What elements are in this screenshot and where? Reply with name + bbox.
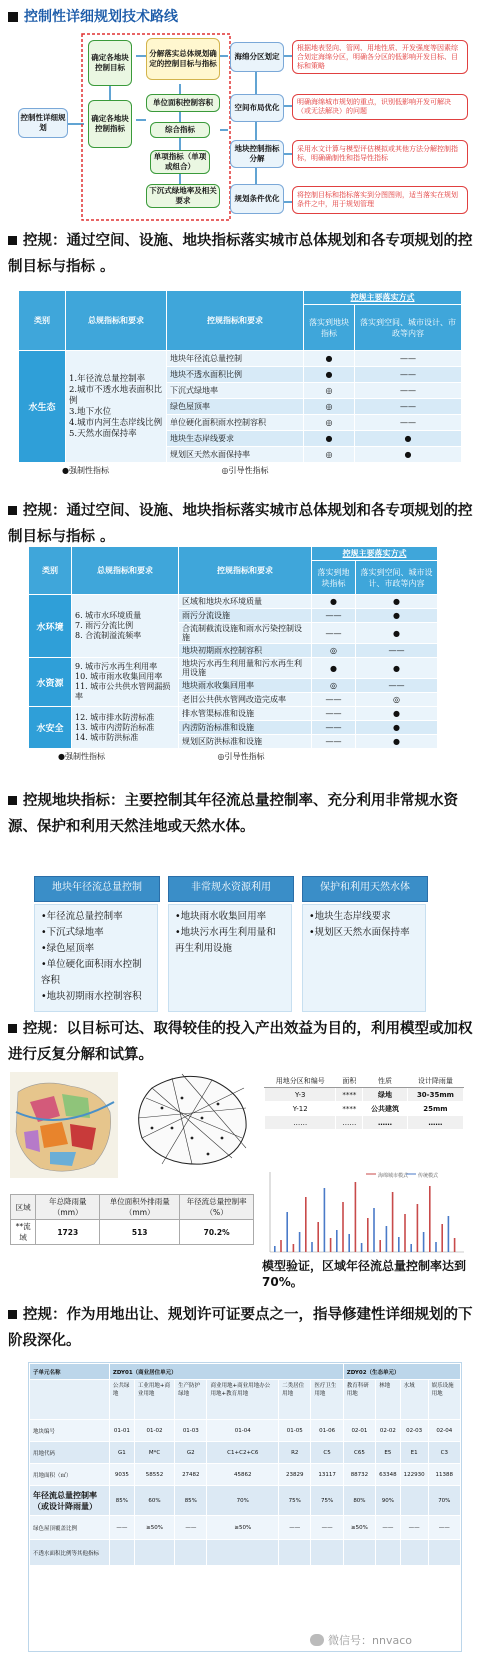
indicator-item: •规划区天然水面保持率 xyxy=(309,927,410,938)
bt-cell: 用地代码 xyxy=(30,1442,110,1464)
flow-r2-box: 空间布局优化 xyxy=(230,94,284,122)
flow-root-box: 控制性详细规划 xyxy=(18,108,68,138)
t1-cell-a: ◎ xyxy=(304,415,355,431)
bt-cell: 02-01 xyxy=(343,1420,375,1442)
bt-cell: 02-02 xyxy=(376,1420,401,1442)
indicator-item: •地块雨水收集回用率 xyxy=(175,911,267,922)
bt-cell: 地块编号 xyxy=(30,1420,110,1442)
rainfall-bar xyxy=(423,1232,425,1252)
rainfall-bar xyxy=(410,1244,412,1252)
region-table-col: 年径流总量控制率（%） xyxy=(180,1195,254,1220)
bt-sub-cell: 二类居住用地 xyxy=(279,1380,311,1420)
t2-cell-a: —— xyxy=(312,735,356,749)
t1-indicator: 地块年径流总量控制 xyxy=(167,351,304,367)
flow-r1-box: 海绵分区划定 xyxy=(230,42,284,72)
region-table-col: 区域 xyxy=(11,1195,36,1220)
bt-cell: ≥50% xyxy=(207,1516,279,1540)
t2-cell-b: ● xyxy=(356,735,438,749)
t2-cell-a: —— xyxy=(312,693,356,707)
t2-col-way: 控规主要落实方式 xyxy=(312,547,438,561)
bt-cell: —— xyxy=(175,1516,207,1540)
rainfall-bar xyxy=(280,1240,282,1252)
table-row xyxy=(30,1486,461,1516)
bt-cell: 75% xyxy=(311,1486,343,1516)
plot-table xyxy=(264,1074,464,1130)
table-row xyxy=(19,351,462,367)
bt-cell: 85% xyxy=(109,1486,134,1516)
flow-mid3-box: 综合指标 xyxy=(150,122,210,138)
region-table-cell: 70.2% xyxy=(180,1220,254,1245)
bt-cell: C5 xyxy=(311,1442,343,1464)
bt-cell: —— xyxy=(428,1516,460,1540)
t1-requirements: 1.年径流总量控制率 2.城市不透水地表面积比例 3.地下水位 4.城市内河生态岸线比例 5.天然水面保持率 xyxy=(66,351,167,463)
rainfall-bar xyxy=(454,1238,456,1252)
t2-col-cat: 类别 xyxy=(29,547,72,595)
bt-cell: 85% xyxy=(175,1486,207,1516)
bt-cell xyxy=(175,1540,207,1566)
rainfall-bar xyxy=(324,1188,326,1252)
bt-cell xyxy=(428,1540,460,1566)
bt-cell: —— xyxy=(279,1516,311,1540)
t1-col-a: 落实到地块指标 xyxy=(304,305,355,351)
flow-note1: 根据地表竖向、管网、用地性质、开发强度等因素综合划定海绵分区，明确各分区的低影响开发目标、目标和策略 xyxy=(292,40,468,74)
bt-cell: ≥50% xyxy=(134,1516,174,1540)
table-row xyxy=(29,707,438,721)
bt-cell: E1 xyxy=(400,1442,428,1464)
bt-sub-cell: 林地 xyxy=(376,1380,401,1420)
rainfall-bar xyxy=(367,1218,369,1252)
t2-cell-b: ● xyxy=(356,721,438,735)
square-bullet-icon xyxy=(8,236,17,245)
t2-cell-b: ● xyxy=(356,707,438,721)
plot-table-col: 面积 xyxy=(336,1075,363,1088)
table-row xyxy=(265,1116,464,1130)
t1-cell-b: ● xyxy=(355,431,462,447)
rainfall-bar xyxy=(286,1212,288,1252)
indicator-panel-title: 保护和利用天然水体 xyxy=(302,876,428,902)
bt-header-cell: 子单元名称 xyxy=(30,1364,110,1380)
t2-cell-b: ● xyxy=(356,609,438,623)
bt-cell: 122930 xyxy=(400,1464,428,1486)
bt-cell xyxy=(400,1540,428,1566)
t1-cell-b: —— xyxy=(355,351,462,367)
watermark-text: 微信号：nnvaco xyxy=(328,1634,412,1647)
t2-cell-b: ● xyxy=(356,595,438,609)
bt-cell: 01-05 xyxy=(279,1420,311,1442)
rainfall-bar xyxy=(299,1232,301,1252)
bt-sub-cell xyxy=(30,1380,110,1420)
rainfall-bar xyxy=(311,1242,313,1252)
t1-col-ctl: 控规指标和要求 xyxy=(167,291,304,351)
t1-col-way: 控规主要落实方式 xyxy=(304,291,462,305)
t1-indicator: 单位硬化面积雨水控制容积 xyxy=(167,415,304,431)
bt-cell: G2 xyxy=(175,1442,207,1464)
indicator-item: •地块初期雨水控制容积 xyxy=(41,991,142,1002)
catchment-network-map xyxy=(122,1068,254,1168)
plot-table-cell: 30-35mm xyxy=(407,1088,463,1102)
t2-col-b: 落实到空间、城市设计、市政等内容 xyxy=(356,561,438,595)
plot-table-cell: Y-12 xyxy=(265,1102,336,1116)
t2-col-ctl: 控规指标和要求 xyxy=(179,547,312,595)
rainfall-bar xyxy=(379,1240,381,1252)
t2-cell-a: —— xyxy=(312,623,356,644)
t2-col-a: 落实到地块指标 xyxy=(312,561,356,595)
plot-table-col: 用地分区和编号 xyxy=(265,1075,336,1088)
bt-sub-cell: 商业用地+商业用地办公用地+教育用地 xyxy=(207,1380,279,1420)
table-row xyxy=(265,1088,464,1102)
bt-cell xyxy=(207,1540,279,1566)
region-table-cell: 513 xyxy=(100,1220,180,1245)
t2-cell-a: ◎ xyxy=(312,644,356,658)
t1-legend-guide: ◎引导性指标 xyxy=(221,466,269,475)
heading-3-text: 控规：通过空间、设施、地块指标落实城市总体规划和各专项规划的控制目标与指标 。 xyxy=(8,503,473,545)
t2-cell-a: ◎ xyxy=(312,679,356,693)
t2-indicator: 地块初期雨水控制容积 xyxy=(179,644,312,658)
t2-indicator: 地块污水再生利用量和污水再生利用设施 xyxy=(179,658,312,679)
plot-table-cell: …… xyxy=(336,1116,363,1130)
bt-cell: E5 xyxy=(376,1442,401,1464)
indicator-item: •单位硬化面积雨水控制容积 xyxy=(41,959,142,986)
t2-indicator: 雨污分流设施 xyxy=(179,609,312,623)
bt-cell xyxy=(279,1540,311,1566)
table1-legend xyxy=(18,465,462,476)
bt-cell: 80% xyxy=(343,1486,375,1516)
t1-cell-b: ● xyxy=(355,447,462,463)
flow-left-top-box: 确定各地块控制目标 xyxy=(88,40,132,86)
rainfall-bar xyxy=(336,1230,338,1252)
plot-table-cell: …… xyxy=(363,1116,408,1130)
bt-cell: 88732 xyxy=(343,1464,375,1486)
region-table-col: 年总降雨量（mm） xyxy=(36,1195,100,1220)
region-table-header xyxy=(11,1195,254,1220)
bt-cell: 58552 xyxy=(134,1464,174,1486)
plot-table-cell: …… xyxy=(407,1116,463,1130)
t2-cell-b: ● xyxy=(356,658,438,679)
rainfall-bar xyxy=(441,1224,443,1252)
t1-cell-a: ● xyxy=(304,367,355,383)
t2-cell-a: ● xyxy=(312,658,356,679)
rainfall-bar xyxy=(448,1216,450,1252)
bt-sub-cell: 教育科研用地 xyxy=(343,1380,375,1420)
t1-cell-b: —— xyxy=(355,415,462,431)
flow-note2: 明确海绵城市规划的重点，识别低影响开发可解决（或无法解决）的问题 xyxy=(292,94,468,120)
bt-cell: C1+C2+C6 xyxy=(207,1442,279,1464)
flow-note3: 采用水文计算与模型评估模拟或其他方法分解控制指标，明确确制性和指导性指标 xyxy=(292,140,468,168)
t1-cell-a: ◎ xyxy=(304,447,355,463)
t2-category: 水环境 xyxy=(29,595,72,658)
bt-cell: M*C xyxy=(134,1442,174,1464)
t2-indicator: 排水管渠标准和设施 xyxy=(179,707,312,721)
chart-legend-1: 传统模式 xyxy=(418,1173,439,1179)
bottom-table-subheader xyxy=(30,1380,461,1420)
t1-indicator: 绿色屋顶率 xyxy=(167,399,304,415)
t1-col-b: 落实到空间、城市设计、市政等内容 xyxy=(355,305,462,351)
heading-6 xyxy=(8,1302,474,1354)
t2-cell-a: —— xyxy=(312,707,356,721)
bt-cell: 90% xyxy=(376,1486,401,1516)
table2 xyxy=(28,546,438,749)
rainfall-bar xyxy=(386,1226,388,1252)
rainfall-bar xyxy=(293,1244,295,1252)
bt-cell xyxy=(376,1540,401,1566)
plot-table-col: 性质 xyxy=(363,1075,408,1088)
indicator-panel xyxy=(168,904,292,1012)
indicator-panel xyxy=(34,904,158,1012)
bt-cell xyxy=(343,1540,375,1566)
bt-cell: 不透水面积比例等其他指标 xyxy=(30,1540,110,1566)
t2-col-req: 总规指标和要求 xyxy=(72,547,179,595)
table-row xyxy=(30,1442,461,1464)
bottom-table xyxy=(29,1363,461,1566)
bt-cell: C65 xyxy=(343,1442,375,1464)
region-table xyxy=(10,1194,254,1245)
bottom-table-header xyxy=(30,1364,461,1380)
bt-sub-cell: 水域 xyxy=(400,1380,428,1420)
heading-4-text: 控规地块指标：主要控制其年径流总量控制率、充分利用非常规水资源、保护和利用天然洼地或天然水体。 xyxy=(8,793,458,835)
rainfall-bar xyxy=(373,1208,375,1252)
heading-2 xyxy=(8,228,474,280)
t2-cell-b: ● xyxy=(356,623,438,644)
flow-note4: 将控制目标和指标落实到分图图则，适当落实在规划条件之中，用于规划管理 xyxy=(292,186,468,214)
t2-requirements: 12. 城市排水防涝标准 13. 城市内涝防治标准 14. 城市防洪标准 xyxy=(72,707,179,749)
t2-cell-a: ● xyxy=(312,595,356,609)
bt-cell: 11388 xyxy=(428,1464,460,1486)
heading-5-text: 控规：以目标可达、取得较佳的投入产出效益为目的，利用模型或加权进行反复分解和试算。 xyxy=(8,1021,473,1063)
heading-5 xyxy=(8,1016,474,1068)
chart-legend-2: 海绵城市模式 xyxy=(378,1173,409,1179)
bt-cell: 01-06 xyxy=(311,1420,343,1442)
plot-table-cell: **** xyxy=(336,1102,363,1116)
rainfall-bar xyxy=(417,1204,419,1252)
t2-cell-b: —— xyxy=(356,644,438,658)
square-bullet-icon xyxy=(8,1310,17,1319)
watermark xyxy=(310,1632,412,1648)
rainfall-bar xyxy=(305,1197,307,1252)
bt-cell: 01-04 xyxy=(207,1420,279,1442)
flow-mid1-box: 分解落实总体规划确定的控制目标与指标 xyxy=(146,38,220,80)
t2-cell-b: —— xyxy=(356,679,438,693)
t2-requirements: 9. 城市污水再生利用率 10. 城市雨水收集回用率 11. 城市公共供水管网漏损率 xyxy=(72,658,179,707)
table-row xyxy=(30,1420,461,1442)
bt-cell: 23829 xyxy=(279,1464,311,1486)
t2-cell-b: ◎ xyxy=(356,693,438,707)
t2-cell-a: —— xyxy=(312,721,356,735)
heading-3 xyxy=(8,498,474,550)
bt-cell: 01-01 xyxy=(109,1420,134,1442)
t1-cell-b: —— xyxy=(355,383,462,399)
bt-cell: —— xyxy=(109,1516,134,1540)
t2-requirements: 6. 城市水环境质量 7. 雨污分流比例 8. 合流制溢流频率 xyxy=(72,595,179,658)
t2-indicator: 地块雨水收集回用率 xyxy=(179,679,312,693)
indicator-panel xyxy=(302,904,426,1012)
page-title: 控制性详细规划技术路线 xyxy=(24,9,178,25)
indicator-item: •地块生态岸线要求 xyxy=(309,911,391,922)
t2-legend-guide: ◎引导性指标 xyxy=(217,752,265,761)
bt-cell: ≥50% xyxy=(343,1516,375,1540)
flow-left-mid-box: 确定各地块控制指标 xyxy=(88,100,132,148)
square-bullet-icon xyxy=(8,796,17,805)
region-table-cell: **流域 xyxy=(11,1220,36,1245)
section1-heading xyxy=(8,4,178,30)
t1-cell-a: ● xyxy=(304,351,355,367)
plot-table-cell: 绿地 xyxy=(363,1088,408,1102)
t1-indicator: 地块生态岸线要求 xyxy=(167,431,304,447)
plot-table-cell: …… xyxy=(265,1116,336,1130)
square-bullet-icon xyxy=(8,12,18,22)
bt-cell: 9035 xyxy=(109,1464,134,1486)
heading-4 xyxy=(8,788,474,840)
bt-cell: 45862 xyxy=(207,1464,279,1486)
bt-cell: R2 xyxy=(279,1442,311,1464)
table-row xyxy=(265,1102,464,1116)
bt-cell: 绿色屋顶覆盖比例 xyxy=(30,1516,110,1540)
rainfall-bar xyxy=(330,1238,332,1252)
t2-legend-strong: ●强制性指标 xyxy=(58,752,105,761)
t1-indicator: 下沉式绿地率 xyxy=(167,383,304,399)
region-table-col: 单位面积外排雨量（mm） xyxy=(100,1195,180,1220)
bt-cell: C3 xyxy=(428,1442,460,1464)
t2-indicator: 老旧公共供水管网改造完成率 xyxy=(179,693,312,707)
t2-category: 水资源 xyxy=(29,658,72,707)
rainfall-bar xyxy=(274,1246,276,1252)
flow-mid2-box: 单位面积控制容积 xyxy=(146,94,220,112)
rainfall-bar xyxy=(361,1243,363,1252)
table-row xyxy=(30,1516,461,1540)
flow-r4-box: 规划条件优化 xyxy=(230,184,284,214)
indicator-item: •绿色屋顶率 xyxy=(41,943,95,954)
plot-table-cell: 25mm xyxy=(407,1102,463,1116)
t1-cell-a: ● xyxy=(304,431,355,447)
t2-indicator: 规划区防洪标准和设施 xyxy=(179,735,312,749)
flowchart xyxy=(0,28,480,224)
rainfall-bar xyxy=(392,1192,394,1252)
t1-indicator: 地块不透水面积比例 xyxy=(167,367,304,383)
rainfall-bar xyxy=(398,1237,400,1252)
table-row xyxy=(11,1220,254,1245)
bt-sub-cell: 生产防护绿地 xyxy=(175,1380,207,1420)
bt-cell xyxy=(134,1540,174,1566)
indicator-panel-title: 非常规水资源利用 xyxy=(168,876,294,902)
bt-sub-cell: 公共绿地 xyxy=(109,1380,134,1420)
bt-cell: 70% xyxy=(207,1486,279,1516)
indicator-item: •地块污水再生利用量和再生利用设施 xyxy=(175,927,276,954)
bt-sub-cell: 医疗卫生用地 xyxy=(311,1380,343,1420)
bt-cell: 02-03 xyxy=(400,1420,428,1442)
indicator-item: •下沉式绿地率 xyxy=(41,927,104,938)
heading-2-text: 控规：通过空间、设施、地块指标落实城市总体规划和各专项规划的控制目标与指标 。 xyxy=(8,233,473,275)
t1-indicator: 规划区天然水面保持率 xyxy=(167,447,304,463)
t1-col-req: 总规指标和要求 xyxy=(66,291,167,351)
table-row xyxy=(29,658,438,679)
region-table-cell: 1723 xyxy=(36,1220,100,1245)
table-row xyxy=(30,1464,461,1486)
bt-cell: G1 xyxy=(109,1442,134,1464)
bt-cell: 27482 xyxy=(175,1464,207,1486)
t2-category: 水安全 xyxy=(29,707,72,749)
bt-cell xyxy=(109,1540,134,1566)
table1-wrap xyxy=(18,290,462,476)
table2-legend xyxy=(28,751,438,762)
bt-sub-cell: 娱乐设施用地 xyxy=(428,1380,460,1420)
bt-cell: 13117 xyxy=(311,1464,343,1486)
rainfall-bar xyxy=(342,1202,344,1252)
bt-cell: —— xyxy=(311,1516,343,1540)
bt-cell: 63348 xyxy=(376,1464,401,1486)
square-bullet-icon xyxy=(8,1024,17,1033)
rainfall-bar xyxy=(404,1214,406,1252)
bt-cell xyxy=(400,1486,428,1516)
table2-wrap xyxy=(28,546,438,762)
bottom-table-frame xyxy=(28,1362,462,1652)
plot-table-header xyxy=(265,1075,464,1088)
flow-r3-box: 地块控制指标分解 xyxy=(230,140,284,168)
t1-cell-a: ◎ xyxy=(304,399,355,415)
rainfall-bar xyxy=(429,1186,431,1252)
rainfall-bar xyxy=(348,1234,350,1252)
bt-cell: —— xyxy=(376,1516,401,1540)
land-use-map xyxy=(10,1072,118,1178)
t2-indicator: 内涝防治标准和设施 xyxy=(179,721,312,735)
t1-legend-strong: ●强制性指标 xyxy=(62,466,109,475)
plot-table-col: 设计降雨量 xyxy=(407,1075,463,1088)
t1-category: 水生态 xyxy=(19,351,66,463)
t1-col-cat: 类别 xyxy=(19,291,66,351)
flow-mid4-box: 单项指标（单项或组合） xyxy=(150,150,210,174)
indicator-panel-title: 地块年径流总量控制 xyxy=(34,876,160,902)
t1-cell-b: —— xyxy=(355,367,462,383)
t2-indicator: 区域和地块水环境质量 xyxy=(179,595,312,609)
bt-cell: 02-04 xyxy=(428,1420,460,1442)
square-bullet-icon xyxy=(8,506,17,515)
heading-6-text: 控规：作为用地出让、规划许可证要点之一，指导修建性详细规划的下阶段深化。 xyxy=(8,1307,473,1349)
rainfall-chart xyxy=(256,1168,470,1260)
bt-header-cell: ZDY02（生态单元） xyxy=(343,1364,460,1380)
bt-cell: 用地面积（㎡） xyxy=(30,1464,110,1486)
t1-cell-a: ◎ xyxy=(304,383,355,399)
table-row xyxy=(30,1540,461,1566)
bt-cell xyxy=(311,1540,343,1566)
bt-cell: 75% xyxy=(279,1486,311,1516)
bt-cell: 01-02 xyxy=(134,1420,174,1442)
t2-cell-a: —— xyxy=(312,609,356,623)
plot-table-cell: **** xyxy=(336,1088,363,1102)
bt-cell: 70% xyxy=(428,1486,460,1516)
plot-table-cell: 公共建筑 xyxy=(363,1102,408,1116)
rainfall-bar xyxy=(317,1222,319,1252)
model-note: 模型验证，区域年径流总量控制率达到70%。 xyxy=(262,1259,467,1289)
bt-header-cell: ZDY01（商业居住单元） xyxy=(109,1364,343,1380)
rainfall-bar xyxy=(355,1182,357,1252)
t1-cell-b: —— xyxy=(355,399,462,415)
bt-cell: 01-03 xyxy=(175,1420,207,1442)
bt-cell: 年径流总量控制率（或设计降雨量） xyxy=(30,1486,110,1516)
rainfall-bar xyxy=(435,1242,437,1252)
bt-cell: 60% xyxy=(134,1486,174,1516)
bt-sub-cell: 工业用地+商业用地 xyxy=(134,1380,174,1420)
wechat-icon xyxy=(310,1634,324,1646)
indicator-item: •年径流总量控制率 xyxy=(41,911,123,922)
bt-cell: —— xyxy=(400,1516,428,1540)
table-row xyxy=(29,595,438,609)
flow-mid5-box: 下沉式绿地率及相关要求 xyxy=(146,184,220,208)
table1 xyxy=(18,290,462,463)
t2-indicator: 合流制截流设施和雨水污染控制设施 xyxy=(179,623,312,644)
plot-table-cell: Y-3 xyxy=(265,1088,336,1102)
